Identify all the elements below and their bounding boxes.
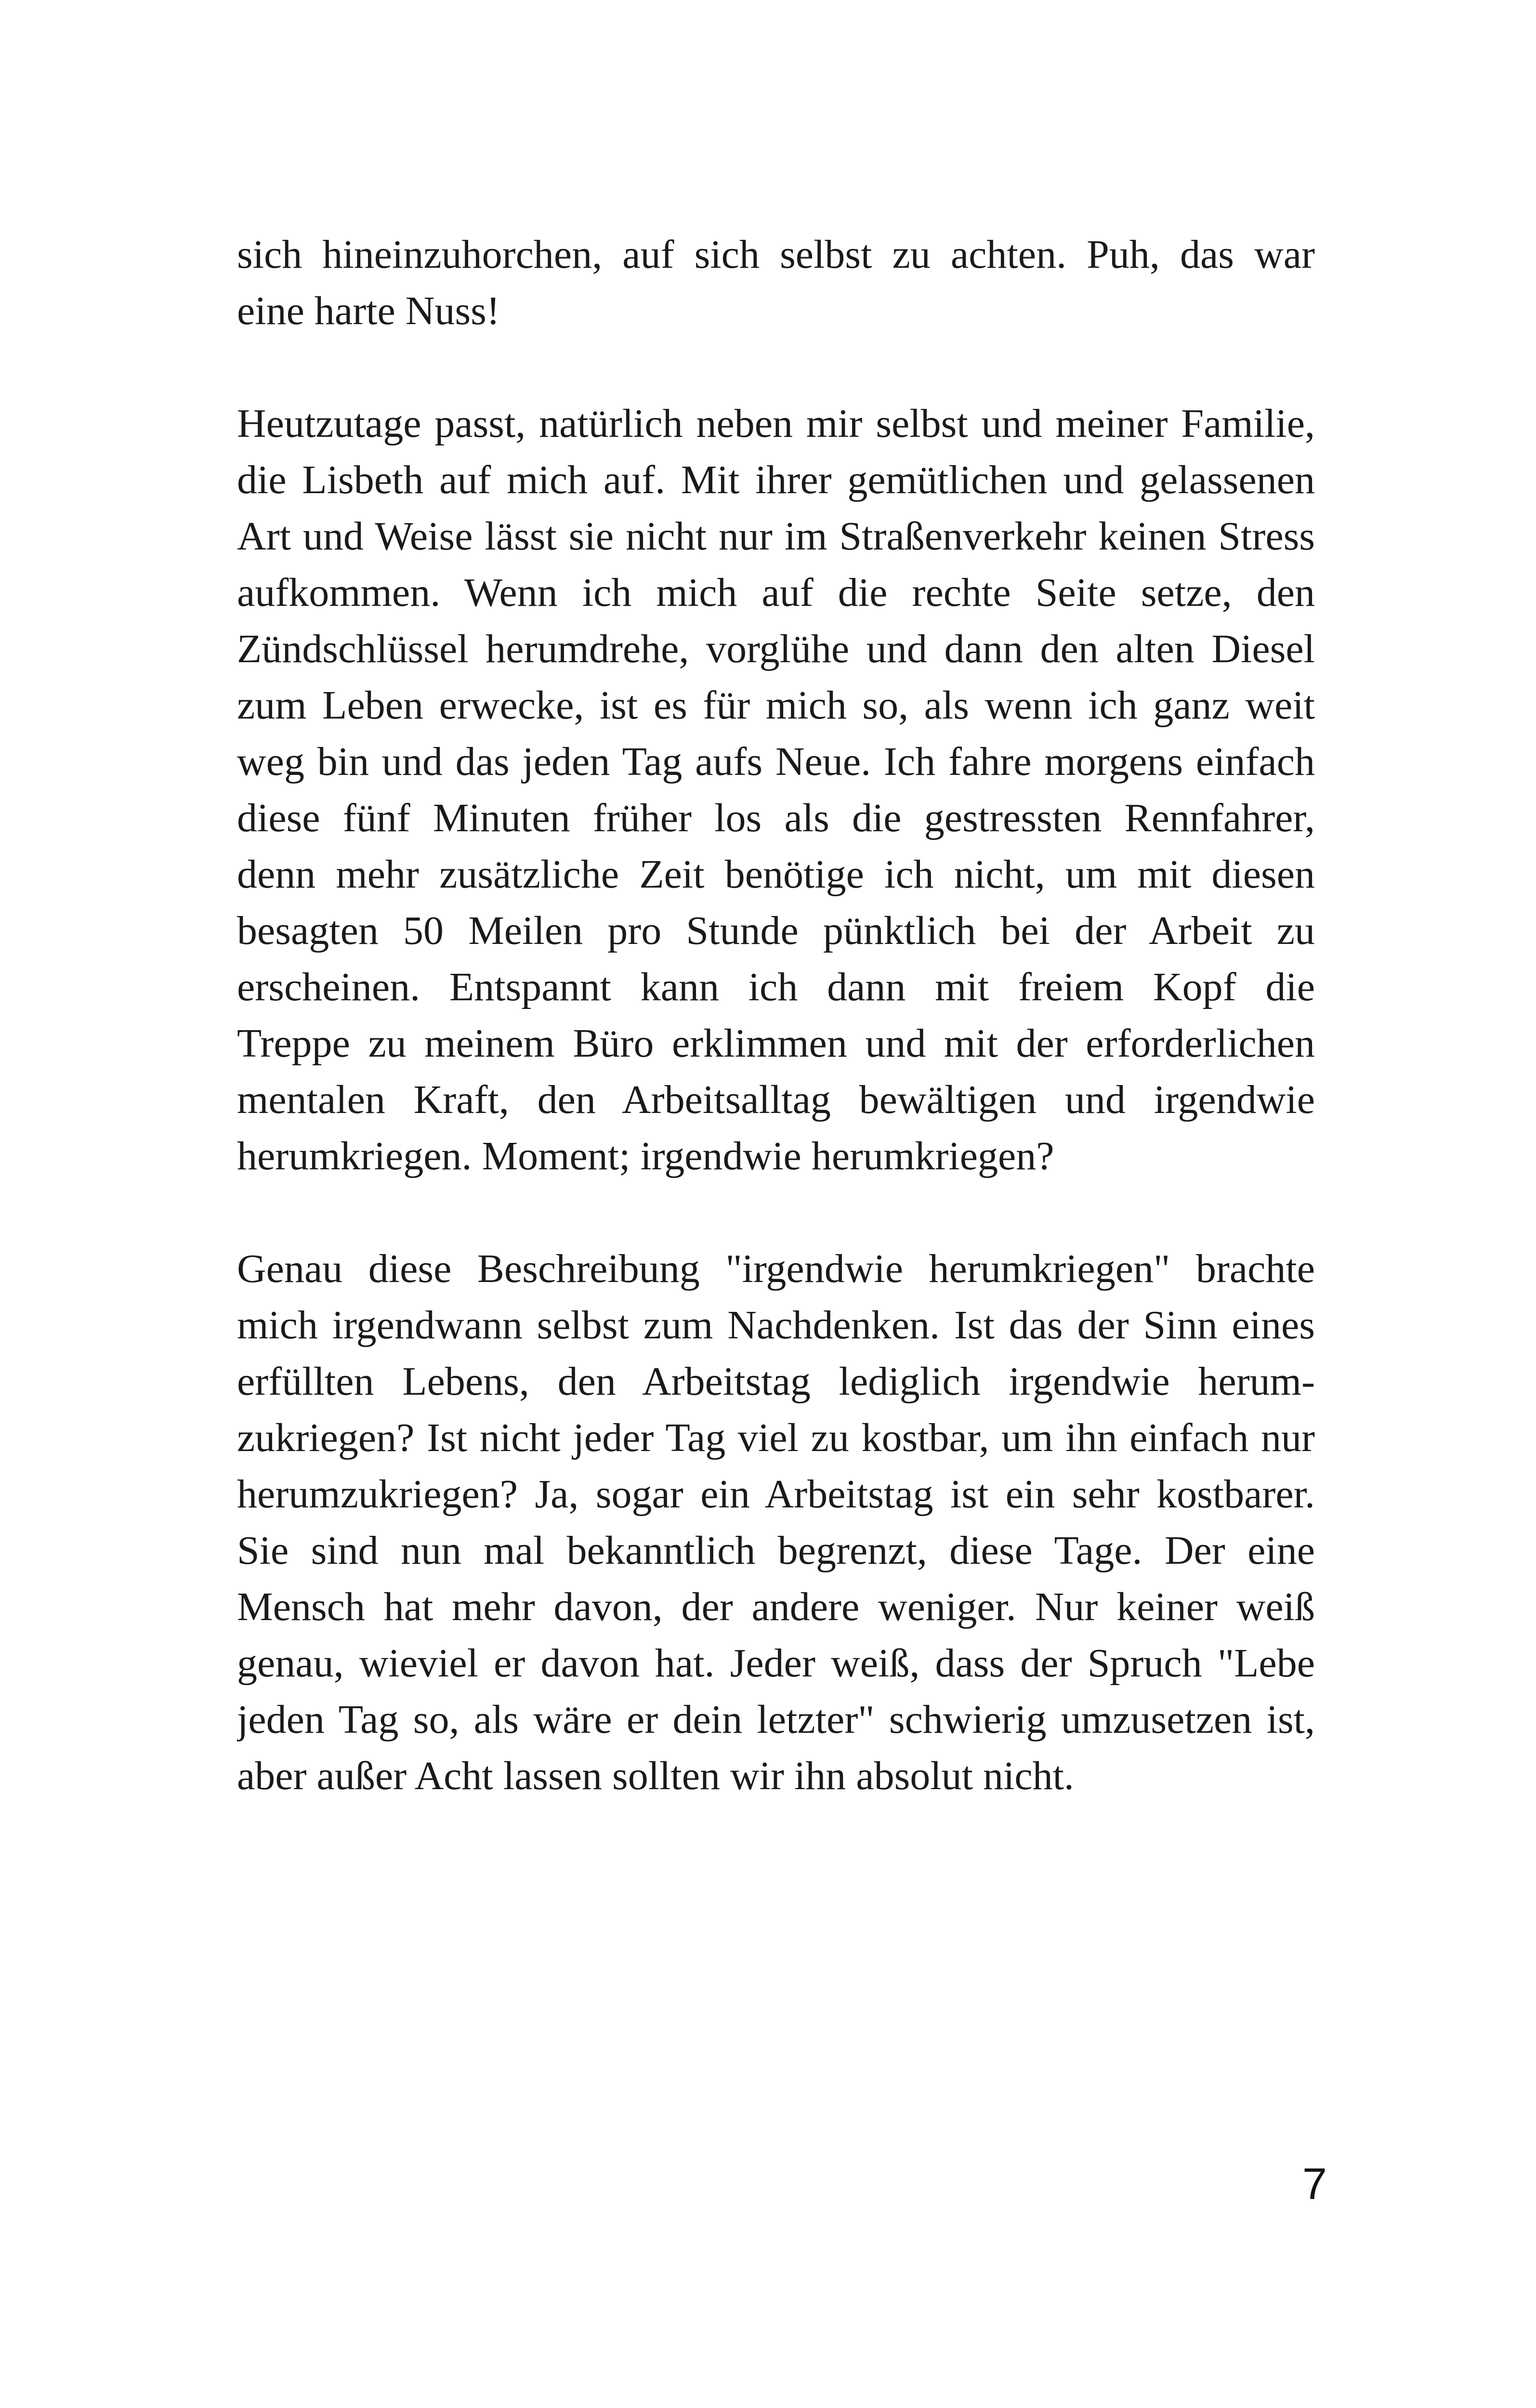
text-line: aufkommen. Wenn ich mich auf die rechte Seite setze, den	[237, 570, 1315, 615]
text-line: herumzukriegen? Ja, sogar ein Arbeitstag ist ein sehr kostbarer.	[237, 1472, 1315, 1517]
text-line: Mensch hat mehr davon, der andere weniger. Nur keiner weiß	[237, 1584, 1315, 1629]
text-line: mentalen Kraft, den Arbeitsalltag bewältigen und irgendwie	[237, 1077, 1315, 1122]
body-text	[237, 226, 1315, 1860]
text-line: erscheinen. Entspannt kann ich dann mit freiem Kopf die	[237, 965, 1315, 1009]
paragraph	[237, 1241, 1315, 1804]
text-line: besagten 50 Meilen pro Stunde pünktlich bei der Arbeit zu	[237, 908, 1315, 953]
text-line: zum Leben erwecke, ist es für mich so, als wenn ich ganz weit	[237, 683, 1315, 728]
text-line: die Lisbeth auf mich auf. Mit ihrer gemütlichen und gelassenen	[237, 458, 1315, 502]
text-line: Art und Weise lässt sie nicht nur im Straßenverkehr keinen Stress	[237, 514, 1315, 559]
text-line: Treppe zu meinem Büro erklimmen und mit der erforderlichen	[237, 1021, 1315, 1066]
paragraph	[237, 226, 1315, 339]
text-line: zukriegen? Ist nicht jeder Tag viel zu kostbar, um ihn einfach nur	[237, 1415, 1315, 1460]
page-number: 7	[1302, 2159, 1327, 2209]
text-line: mich irgendwann selbst zum Nachdenken. Ist das der Sinn eines	[237, 1303, 1315, 1348]
text-line: denn mehr zusätzliche Zeit benötige ich nicht, um mit diesen	[237, 852, 1315, 897]
text-line: Zündschlüssel herumdrehe, vorglühe und dann den alten Diesel	[237, 627, 1315, 671]
text-line: sich hineinzuhorchen, auf sich selbst zu achten. Puh, das war	[237, 232, 1315, 277]
text-line: Sie sind nun mal bekanntlich begrenzt, diese Tage. Der eine	[237, 1528, 1315, 1573]
text-line: diese fünf Minuten früher los als die gestressten Rennfahrer,	[237, 796, 1315, 840]
text-line: erfüllten Lebens, den Arbeitstag lediglich irgendwie herum-	[237, 1359, 1315, 1404]
text-line: weg bin und das jeden Tag aufs Neue. Ich fahre morgens einfach	[237, 739, 1315, 784]
text-line: Genau diese Beschreibung "irgendwie herumkriegen" brachte	[237, 1246, 1315, 1291]
paragraph	[237, 395, 1315, 1184]
text-line: herumkriegen. Moment; irgendwie herumkriegen?	[237, 1134, 1054, 1178]
text-line: aber außer Acht lassen sollten wir ihn absolut nicht.	[237, 1754, 1074, 1798]
text-line: Heutzutage passt, natürlich neben mir selbst und meiner Familie,	[237, 401, 1315, 446]
text-line: jeden Tag so, als wäre er dein letzter" schwierig umzusetzen ist,	[237, 1697, 1315, 1742]
text-line: genau, wieviel er davon hat. Jeder weiß, dass der Spruch "Lebe	[237, 1641, 1315, 1686]
text-line: eine harte Nuss!	[237, 288, 500, 333]
